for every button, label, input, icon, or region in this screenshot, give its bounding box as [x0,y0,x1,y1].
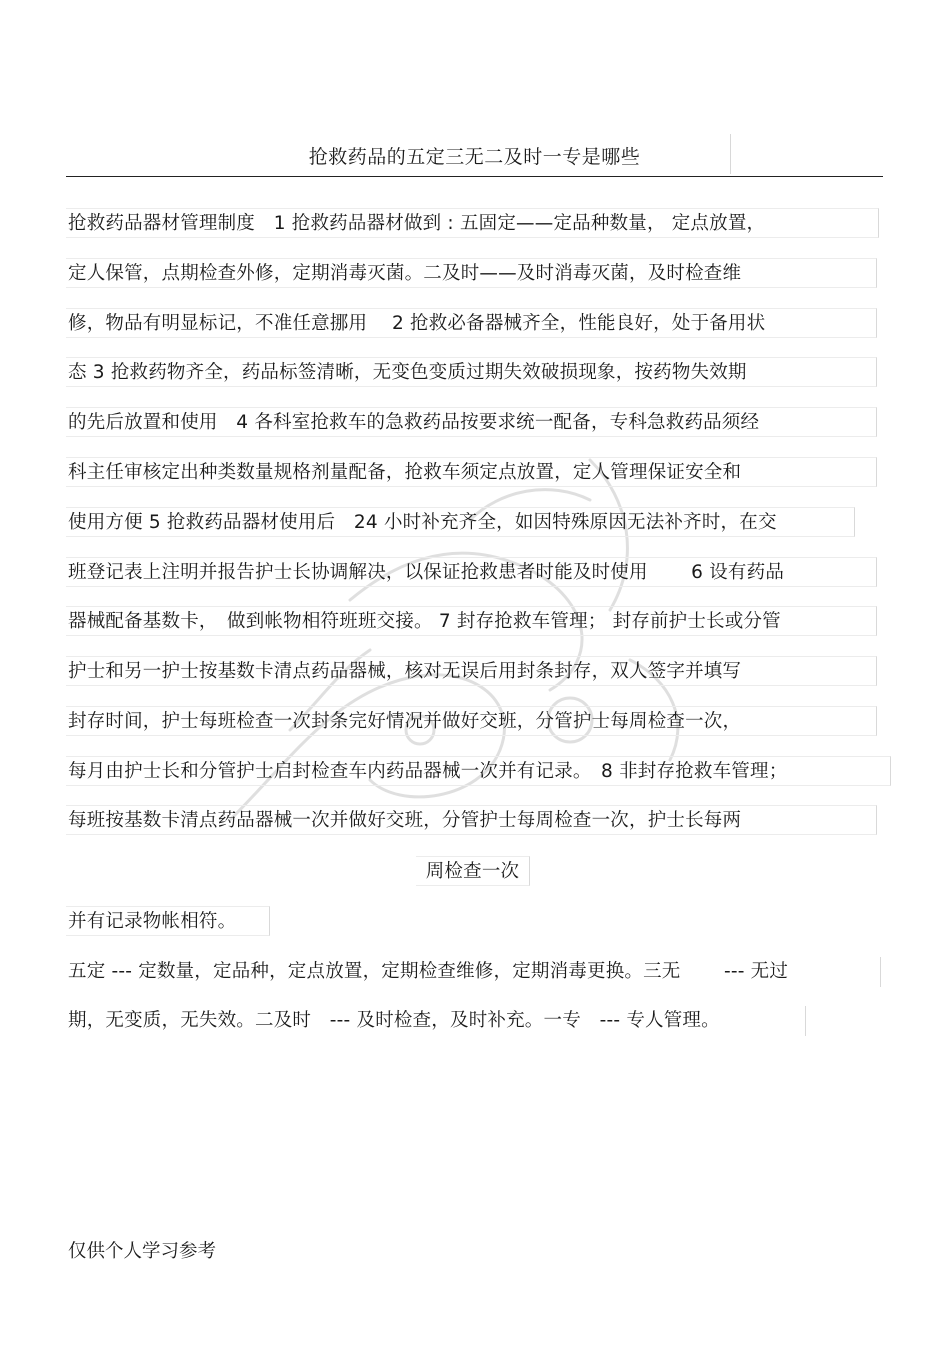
body-line: 并有记录物帐相符。 [66,906,270,936]
body-line: 封存时间，护士每班检查一次封条完好情况并做好交班，分管护士每周检查一次， [66,706,877,736]
body-line: 护士和另一护士按基数卡清点药品器械，核对无误后用封条封存，双人签字并填写 [66,656,877,686]
footer-note: 仅供个人学习参考 [68,1241,217,1262]
summary-line: 期，无变质，无失效。二及时 --- 及时检查，及时补充。一专 --- 专人管理。 [66,1006,806,1036]
document-title: 抢救药品的五定三无二及时一专是哪些 [308,146,641,168]
body-line: 每班按基数卡清点药品器械一次并做好交班，分管护士每周检查一次，护士长每两 [66,805,877,835]
body-line: 的先后放置和使用 4 各科室抢救车的急救药品按要求统一配备，专科急救药品须经 [66,407,877,437]
body-line: 定人保管，点期检查外修，定期消毒灭菌。二及时——及时消毒灭菌，及时检查维 [66,258,877,288]
body-line: 态 3 抢救药物齐全，药品标签清晰，无变色变质过期失效破损现象，按药物失效期 [66,357,877,387]
body-line: 使用方便 5 抢救药品器材使用后 24 小时补充齐全，如因特殊原因无法补齐时，在交 [66,507,855,537]
body-line: 每月由护士长和分管护士启封检查车内药品器械一次并有记录。 8 非封存抢救车管理； [66,756,891,786]
body-line: 抢救药品器材管理制度 1 抢救药品器材做到 : 五固定——定品种数量， 定点放置， [66,208,879,238]
title-divider [730,134,731,174]
body-line: 周检查一次 [416,856,530,886]
title-block [66,134,883,177]
body-line: 修，物品有明显标记，不准任意挪用 2 抢救必备器械齐全，性能良好，处于备用状 [66,308,877,338]
summary-line: 五定 --- 定数量，定品种，定点放置，定期检查维修，定期消毒更换。三无 --- 无过 [66,957,881,987]
body-line: 器械配备基数卡， 做到帐物相符班班交接。 7 封存抢救车管理； 封存前护士长或分管 [66,606,877,636]
body-line: 班登记表上注明并报告护士长协调解决，以保证抢救患者时能及时使用 6 设有药品 [66,557,877,587]
body-line: 科主任审核定出种类数量规格剂量配备，抢救车须定点放置，定人管理保证安全和 [66,457,877,487]
